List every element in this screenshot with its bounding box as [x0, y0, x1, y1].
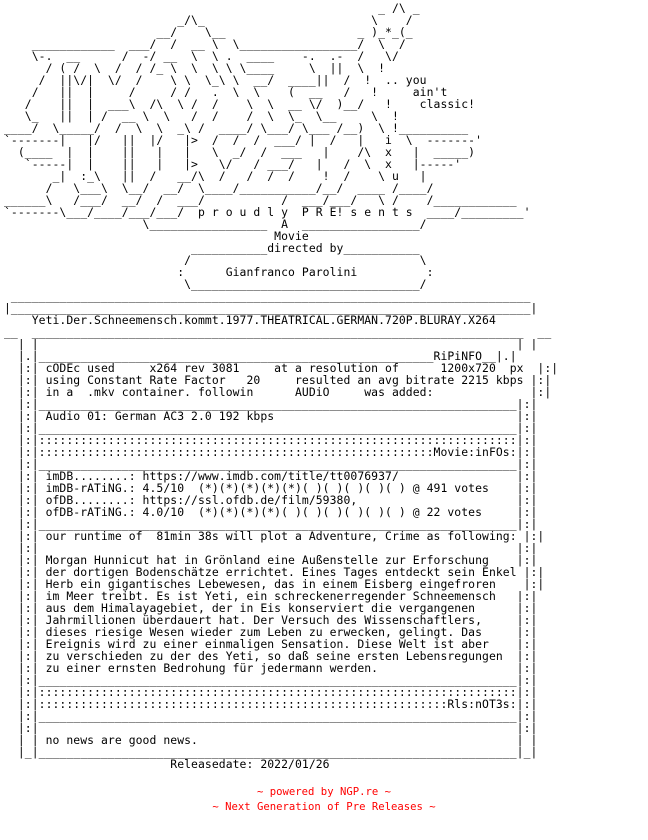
nfo-line: \_________________________________/ — [4, 277, 427, 291]
nfo-line: \_ || | / __ \ \ / / / \ \_ \__ \ ! — [4, 109, 399, 123]
nfo-line: |:| im Meer treibt. Es ist Yeti, ein schreckenerregender Schneemensch |:| — [4, 589, 538, 603]
nfo-line: | | no news are good news. | | — [4, 733, 538, 747]
nfo-line: |:| |:| — [4, 541, 538, 555]
footer-powered-by: ~ powered by NGP.re ~ — [257, 786, 391, 798]
nfo-line: |:|_____________________________________________________________________|:| — [4, 421, 538, 435]
nfo-line: ___________directed by___________ — [4, 241, 420, 255]
nfo-line: |:|_____________________________________________________________________|:| — [4, 673, 538, 687]
nfo-line: / ||\/| \/ / \ \ \_\ \ __/ ____|| / ! .. you — [4, 73, 427, 87]
nfo-line: Movie — [4, 229, 309, 243]
nfo-line: / \ — [4, 253, 427, 267]
nfo-line: |:| Herb ein gigantisches Lebewesen, das in einem Eisberg eingefroren |:| — [4, 577, 545, 591]
nfo-line: |:|_____________________________________________________________________|:| — [4, 397, 538, 411]
nfo-line: |:| dieses riesige Wesen wieder zum Leben zu erwecken, gelingt. Das |:| — [4, 625, 538, 639]
nfo-line: |:| using Constant Rate Factor 20 resulted an avg bitrate 2215 kbps |:| — [4, 373, 552, 387]
nfo-line: ___________________________________________________________________________ — [4, 289, 531, 303]
nfo-line: |:| der dortigen Bodenschätze errichtet. Eines Tages entdeckt sein Enkel |:| — [4, 565, 545, 579]
nfo-line: \_________________ A _________________/ — [4, 217, 427, 231]
nfo-line: |:| zu verschieden zu der des Yeti, so daß seine ersten Lebensregungen |:| — [4, 649, 538, 663]
footer-tagline: ~ Next Generation of Pre Releases ~ — [212, 801, 436, 813]
nfo-line: |:| our runtime of 81min 38s will plot a Adventure, Crime as following: |:| — [4, 529, 545, 543]
nfo-line: |.|_________________________________________________________RiPiNFO__|.| — [4, 349, 517, 363]
nfo-line: |:|_____________________________________________________________________|:| — [4, 457, 538, 471]
nfo-line: |___________________________________________________________________________| — [4, 301, 538, 315]
nfo-line: (____ | | || | | \ _/ / ___ | /\ x | _____) — [4, 145, 476, 159]
nfo-line: |:| Ereignis wird zu einer einmaligen Sensation. Diese Welt ist aber |:| — [4, 637, 538, 651]
nfo-line: __ _______________________________________________________________________ __ — [4, 325, 552, 339]
nfo-line: _| :_\ || / __/\ / / / / ! / \ u | — [4, 169, 427, 183]
nfo-line: `-----| | || | |> \/ / ___/ | / \ x |-----' — [4, 157, 462, 171]
nfo-line: |:| aus dem Himalayagebiet, der in Eis konserviert die vergangenen |:| — [4, 601, 538, 615]
nfo-line: _/\_ \ / — [4, 13, 413, 27]
nfo-line: |:| |:| — [4, 721, 538, 735]
nfo-line: |:| cODEc used x264 rev 3081 at a resolution of 1200x720 px |:| — [4, 361, 559, 375]
nfo-line: |:| zu einer ernsten Bedrohung für jedermann werden. |:| — [4, 661, 538, 675]
nfo-line: |:|:::::::::::::::::::::::::::::::::::::::::::::::::::::::::::::::::::::|:| — [4, 433, 538, 447]
nfo-line: |:| ofDB-rATiNG.: 4.0/10 (*)(*)(*)(*)( )( )( )( )( )( ) @ 22 votes |:| — [4, 505, 538, 519]
nfo-line: |_|_____________________________________________________________________|_| — [4, 745, 538, 759]
nfo-line: __/ \__ _ )_*_(_ — [4, 25, 413, 39]
nfo-line: |:|:::::::::::::::::::::::::::::::::::::::::::::::::::::::::::Rls:nOT3s:|:| — [4, 697, 538, 711]
nfo-line: ______\ /___/ __/ / ___/ / ___/___/ \ / /____________ — [4, 193, 517, 207]
nfo-line: Yeti.Der.Schneemensch.kommt.1977.THEATRICAL.GERMAN.720P.BLURAY.X264 — [4, 313, 496, 327]
nfo-line: |:|:::::::::::::::::::::::::::::::::::::::::::::::::::::::::Movie:inFOs:|:| — [4, 445, 538, 459]
nfo-line: : Gianfranco Parolini : — [4, 265, 434, 279]
nfo-line: |:| Morgan Hunnicut hat in Grönland eine Außenstelle zur Erforschung |:| — [4, 553, 538, 567]
nfo-line: Releasedate: 2022/01/26 — [4, 757, 330, 771]
nfo-line: / || | / / / . \ \ ( __ / ! ain't — [4, 85, 448, 99]
nfo-line: |:| Jahrmillionen überdauert hat. Der Versuch des Wissenschaftlers, |:| — [4, 613, 538, 627]
nfo-line: ____________ ___/ / __ \ \_________________/ \ / — [4, 37, 413, 51]
nfo-ascii-document — [4, 2, 558, 770]
nfo-line: |:| imDB........: https://www.imdb.com/title/tt0076937/ |:| — [4, 469, 538, 483]
nfo-line: | | | | — [4, 337, 538, 351]
nfo-line: \-. __ / -/ __ \ \ . ____ -. .- / \/ — [4, 49, 406, 63]
nfo-line: |:| Audio 01: German AC3 2.0 192 kbps |:| — [4, 409, 538, 423]
nfo-line: |:|_____________________________________________________________________|:| — [4, 709, 538, 723]
nfo-line: _ /\ _ — [4, 1, 420, 15]
nfo-line: `-------| |/ || |/ |> / / / ___/ | / | i \ -------' — [4, 133, 483, 147]
nfo-line: `-------\___/____/___/___/ p r o u d l y P R E! s e n t s ____/_________' — [4, 205, 531, 219]
nfo-line: |:|:::::::::::::::::::::::::::::::::::::::::::::::::::::::::::::::::::::|:| — [4, 685, 538, 699]
nfo-line: / ( / \ / / /_ \ \ \ \ \____ \ || \ ! — [4, 61, 399, 75]
nfo-line: ____/ \_____/ / \ \ _\ / ____/ \___/ \___ /__) \ !__________ — [4, 121, 469, 135]
nfo-line: |:| imDB-rATiNG.: 4.5/10 (*)(*)(*)(*)(*)( )( )( )( )( ) @ 491 votes |:| — [4, 481, 538, 495]
nfo-line: |:|_____________________________________________________________________|:| — [4, 517, 538, 531]
footer-credits — [0, 785, 648, 815]
nfo-line: |:| in a .mkv container. followin AUDiO was added: |:| — [4, 385, 552, 399]
nfo-line: / || | ___\ /\ \ / / \ \ __ \/ )__/ ! classic! — [4, 97, 476, 111]
nfo-line: |:| ofDB........: https://ssl.ofdb.de/film/59380, |:| — [4, 493, 538, 507]
nfo-line: / \___\ \__/ __/ \____/___________/__/ ____ /____/ — [4, 181, 434, 195]
